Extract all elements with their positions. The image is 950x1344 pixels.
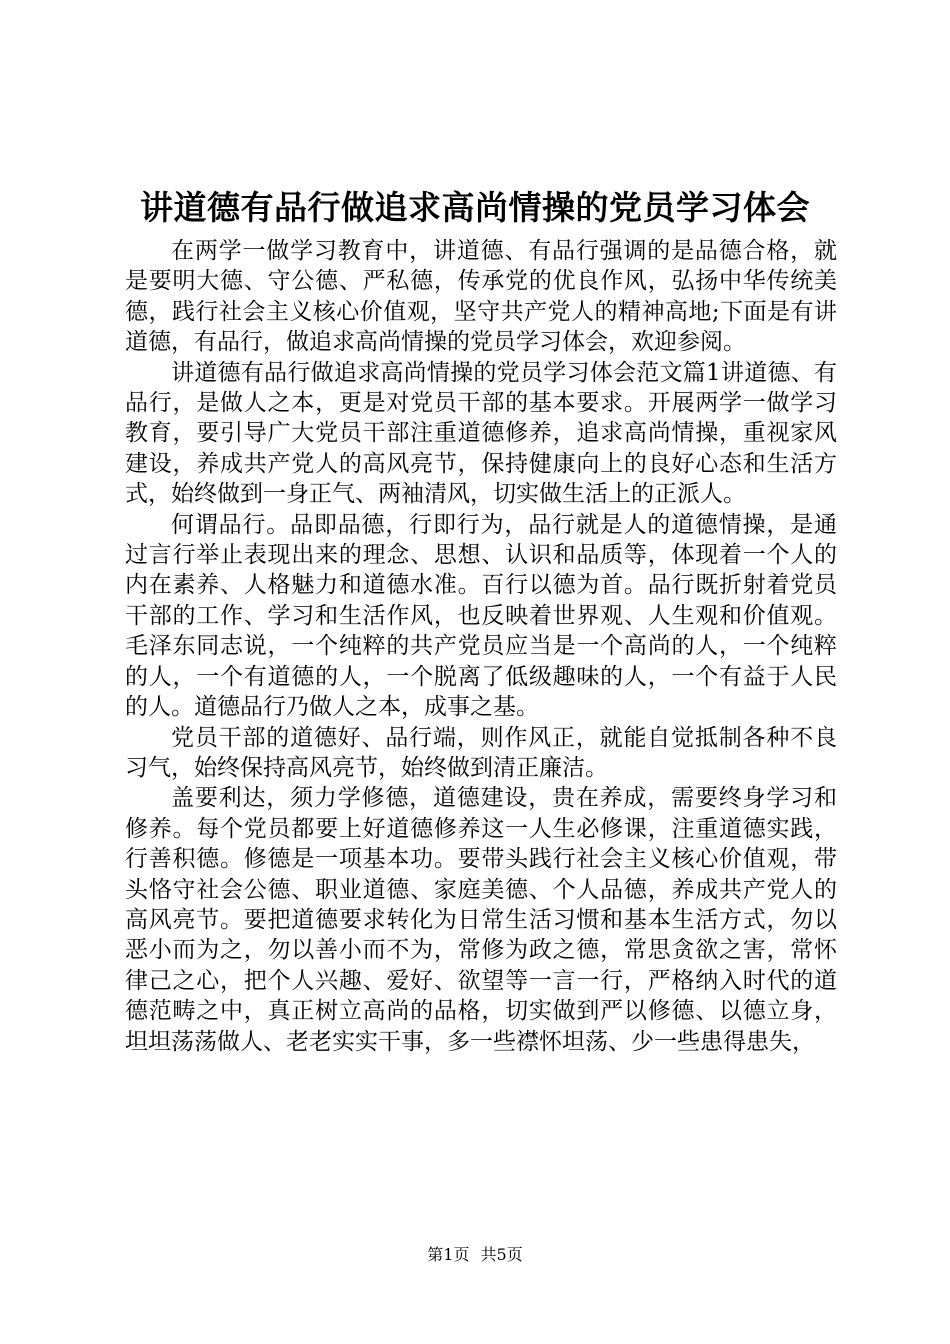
page-number: 第1页 (427, 1245, 470, 1264)
paragraph-cultivation: 盖要利达，须力学修德，道德建设，贵在养成，需要终身学习和修养。每个党员都要上好道德修养这一人生必修课，注重道德实践，行善积德。修德是一项基本功。要带头践行社会主义核心价值观，带头恪守社会公德、职业道德、家庭美德、个人品德，养成共产党人的高风亮节。要把道德要求转化为日常生活习惯和基本生活方式，勿以恶小而为之，勿以善小而不为，常修为政之德，常思贪欲之害，常怀律己之心，把个人兴趣、爱好、欲望等一言一行，严格纳入时代的道德范畴之中，真正树立高尚的品格，切实做到严以修德、以德立身，坦坦荡荡做人、老老实实干事，多一些襟怀坦荡、少一些患得患失， (125, 785, 837, 1055)
paragraph-definition: 何谓品行。品即品德，行即行为，品行就是人的道德情操，是通过言行举止表现出来的理念、思想、认识和品质等，体现着一个人的内在素养、人格魅力和道德水准。百行以德为首。品行既折射着党员干部的工作、学习和生活作风，也反映着世界观、人生观和价值观。毛泽东同志说，一个纯粹的共产党员应当是一个高尚的人，一个纯粹的人，一个有道德的人，一个脱离了低级趣味的人，一个有益于人民的人。道德品行乃做人之本，成事之基。 (125, 511, 837, 721)
page-total: 共5页 (480, 1245, 523, 1264)
paragraph-intro: 在两学一做学习教育中，讲道德、有品行强调的是品德合格，就是要明大德、守公德、严私德，传承党的优良作风，弘扬中华传统美德，践行社会主义核心价值观，坚守共产党人的精神高地;下面是有讲道德，有品行，做追求高尚情操的党员学习体会，欢迎参阅。 (125, 238, 837, 356)
paragraph-essay-opening: 讲道德有品行做追求高尚情操的党员学习体会范文篇1讲道德、有品行，是做人之本，更是对党员干部的基本要求。开展两学一做学习教育，要引导广大党员干部注重道德修养，追求高尚情操，重视家风建设，养成共产党人的高风亮节，保持健康向上的良好心态和生活方式，始终做到一身正气、两袖清风，切实做生活上的正派人。 (125, 359, 837, 508)
page-footer (0, 1244, 950, 1266)
paragraph-conduct: 党员干部的道德好、品行端，则作风正，就能自觉抵制各种不良习气，始终保持高风亮节，始终做到清正廉洁。 (125, 724, 837, 781)
document-body (125, 236, 837, 1057)
document-title: 讲道德有品行做追求高尚情操的党员学习体会 (140, 188, 810, 227)
